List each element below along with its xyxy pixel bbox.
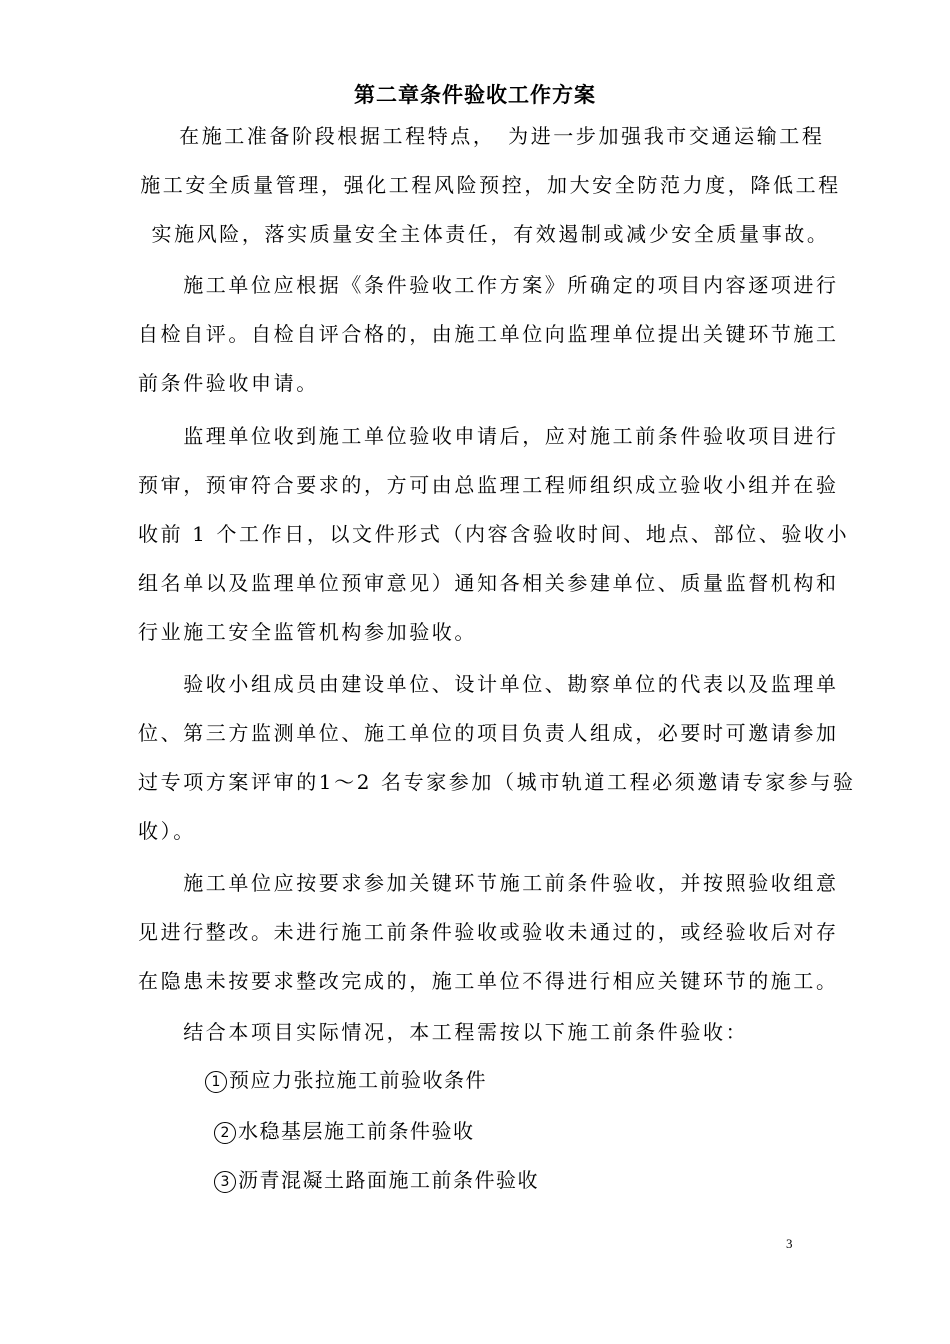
chapter-title: 第二章条件验收工作方案 [354,82,596,107]
paragraph-line: 在隐患未按要求整改完成的，施工单位不得进行相应关键环节的施工。 [138,969,839,993]
paragraph-members [138,660,856,856]
paragraph-line: 过专项方案评审的1～2 名专家参加（城市轨道工程必须邀请专家参与验 [138,770,856,794]
paragraph-line: 预审，预审符合要求的，方可由总监理工程师组织成立验收小组并在验 [138,473,839,497]
list-item [205,1065,487,1095]
paragraph-line: 验收小组成员由建设单位、设计单位、勘察单位的代表以及监理单 [138,672,839,696]
circled-number-2: 2 [214,1122,236,1144]
circled-number-1: 1 [205,1071,227,1093]
paragraph-supervision [138,412,850,657]
paragraph-line: 监理单位收到施工单位验收申请后，应对施工前条件验收项目进行 [138,424,839,448]
paragraph-line: 在施工准备阶段根据工程特点， 为进一步加强我市交通运输工程 [156,124,825,148]
list-item-text: 水稳基层施工前条件验收 [238,1119,475,1143]
circled-number-3: 3 [214,1171,236,1193]
paragraph-line: 收）。 [138,819,196,843]
paragraph-intro [138,112,843,259]
paragraph-line: 施工单位应按要求参加关键环节施工前条件验收，并按照验收组意 [138,871,839,895]
list-item-text: 沥青混凝土路面施工前条件验收 [238,1168,539,1192]
paragraph-self-check [138,261,843,408]
paragraph-line: 施工单位应根据《条件验收工作方案》所确定的项目内容逐项进行 [138,273,839,297]
paragraph-summary [138,1008,843,1057]
paragraph-line: 位、第三方监测单位、施工单位的项目负责人组成，必要时可邀请参加 [138,721,839,745]
paragraph-line: 实施风险，落实质量安全主体责任，有效遏制或减少安全质量事故。 [151,222,830,246]
paragraph-line: 施工安全质量管理，强化工程风险预控，加大安全防范力度，降低工程 [140,173,841,197]
paragraph-line: 结合本项目实际情况，本工程需按以下施工前条件验收： [138,1020,749,1044]
paragraph-rectify [138,859,843,1006]
page-number: 3 [786,1236,793,1251]
paragraph-line: 组名单以及监理单位预审意见）通知各相关参建单位、质量监督机构和 [138,571,839,595]
list-item [214,1165,539,1195]
paragraph-line: 行业施工安全监管机构参加验收。 [138,620,477,644]
paragraph-line: 前条件验收申请。 [138,371,319,395]
paragraph-line: 收前 1 个工作日，以文件形式（内容含验收时间、地点、部位、验收小 [138,522,850,546]
list-item-text: 预应力张拉施工前验收条件 [229,1068,487,1092]
list-item [214,1116,475,1146]
paragraph-line: 自检自评。自检自评合格的，由施工单位向监理单位提出关键环节施工 [138,322,839,346]
paragraph-line: 见进行整改。未进行施工前条件验收或验收未通过的，或经验收后对存 [138,920,839,944]
